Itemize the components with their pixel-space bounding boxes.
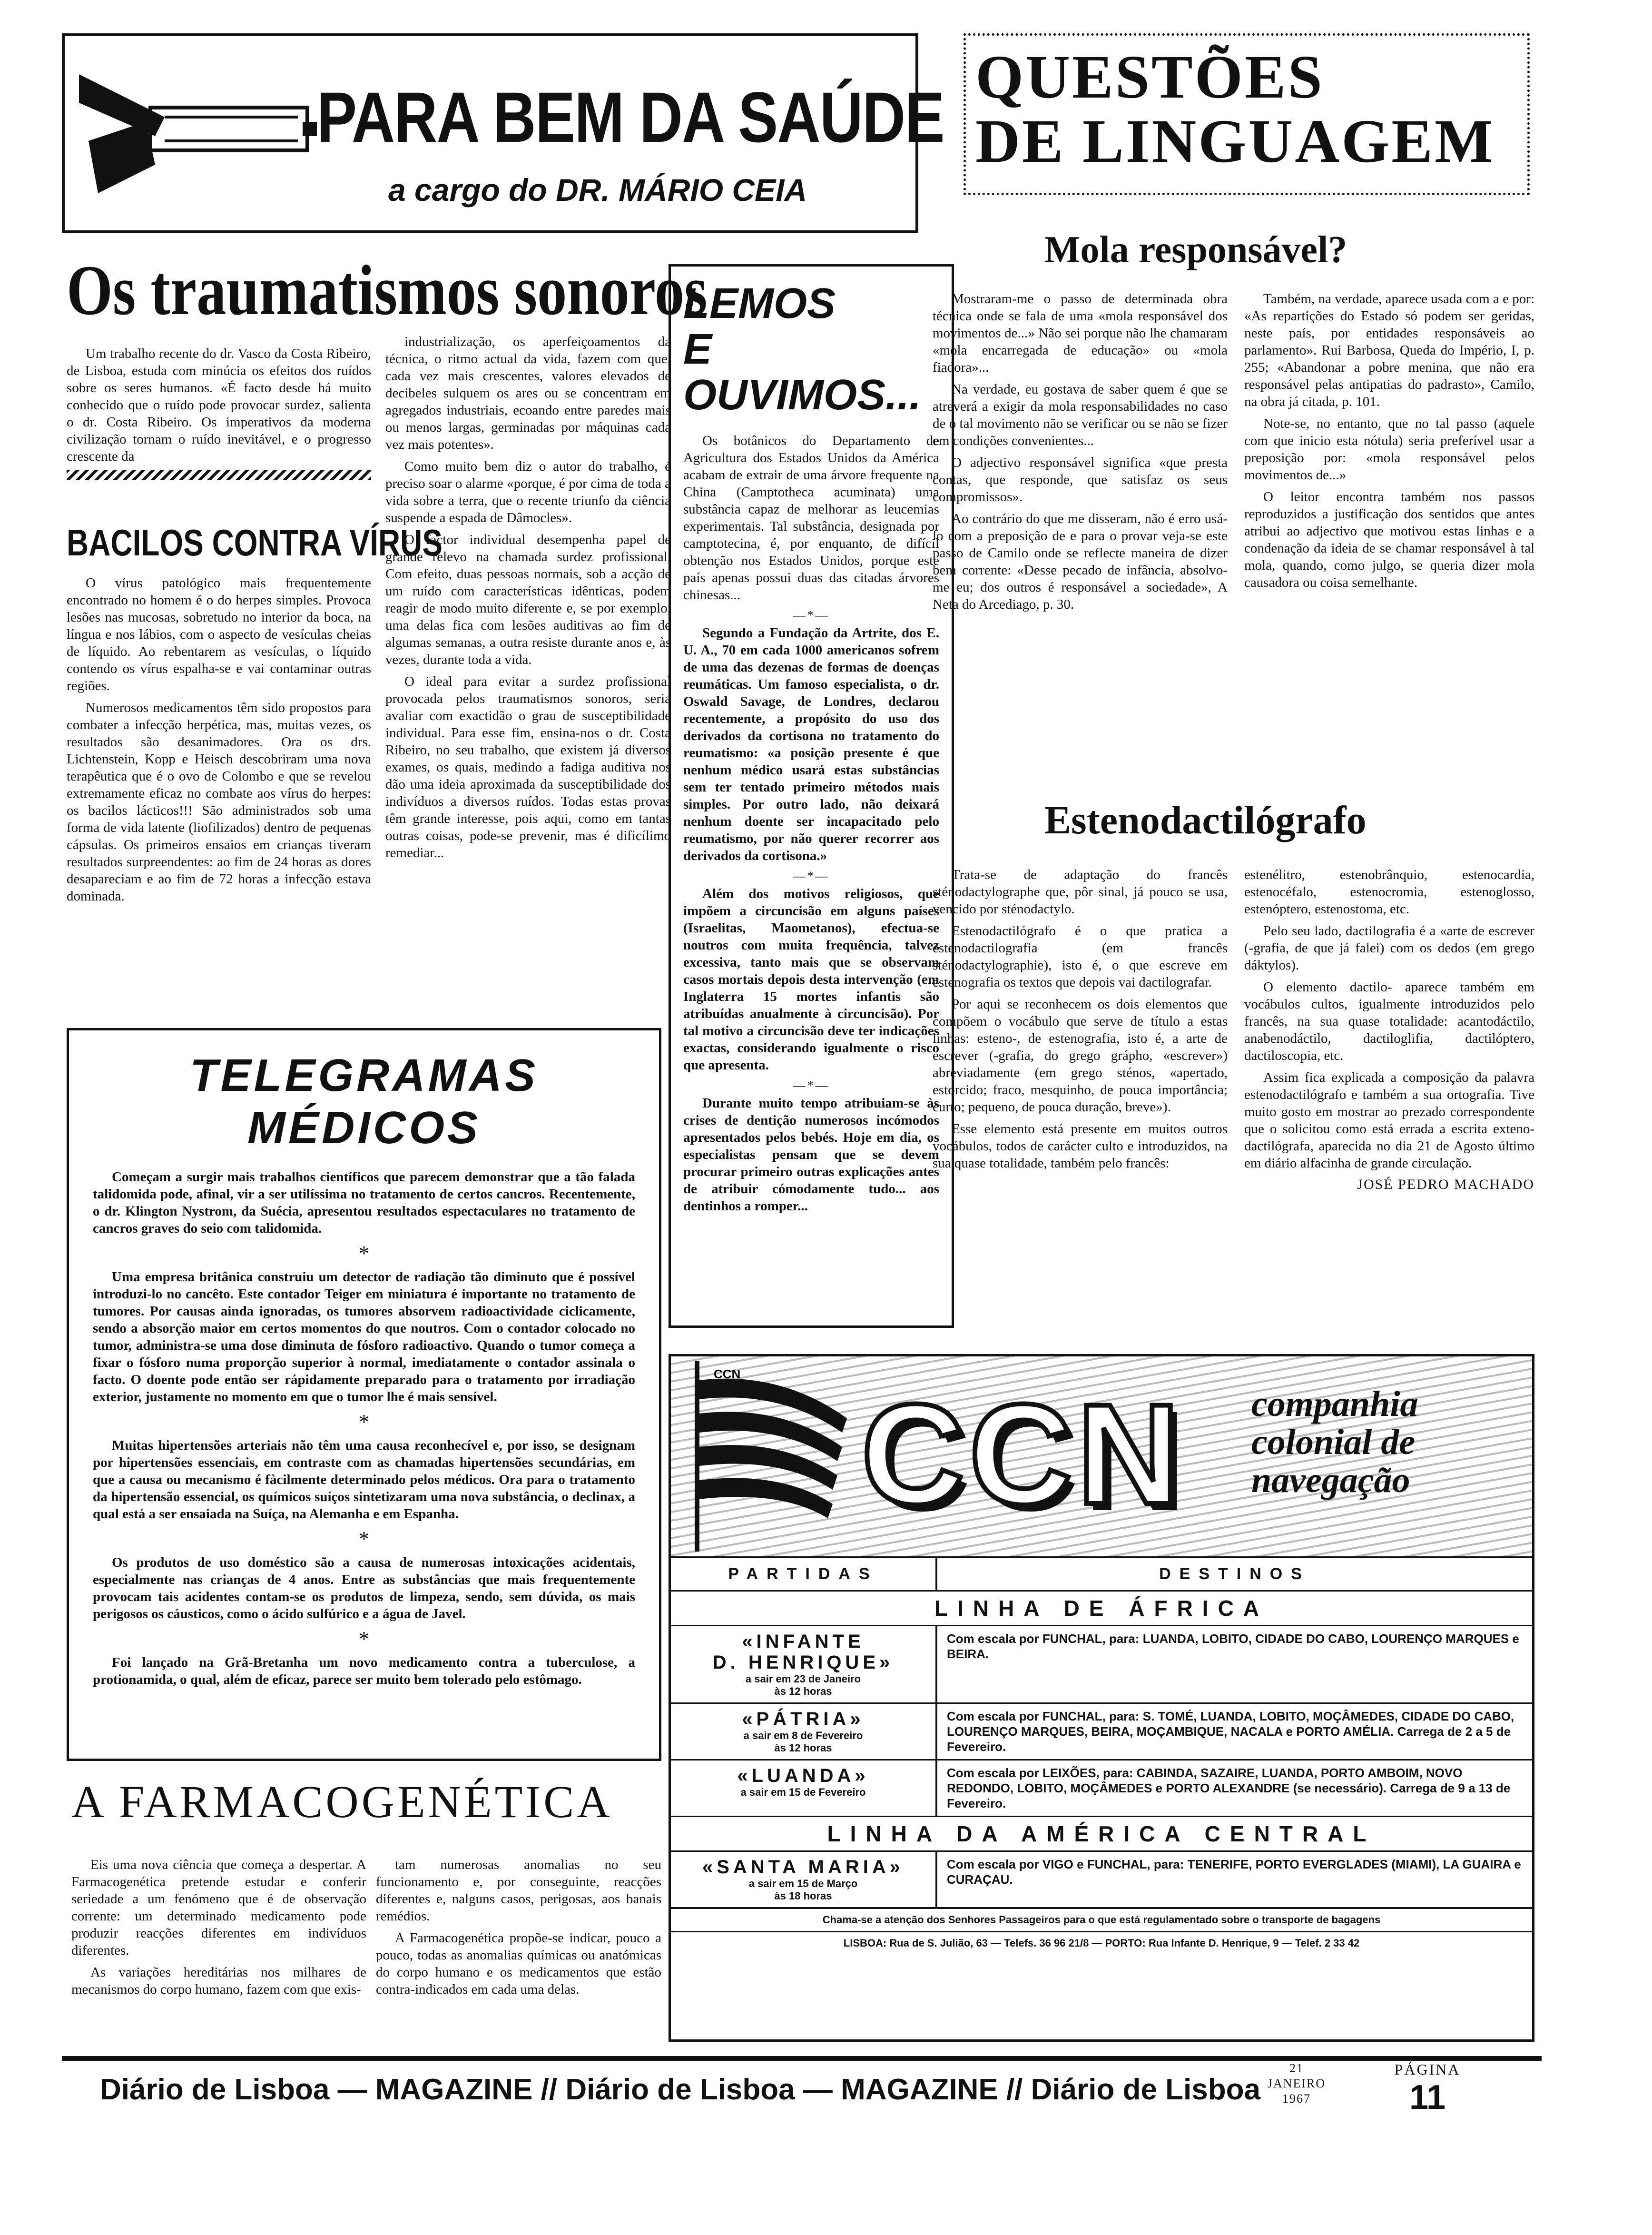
syringe-icon xyxy=(69,46,317,217)
footer-rule xyxy=(62,2056,1542,2061)
paragraph: O ideal para evitar a surdez profissional provocada pelos traumatismos sonoros, seria avaliar com exactidão o grau de susceptibilidade individual. Para esse fim, ensina-nos o dr. Costa Ribeiro, no seu trabalho, que existem já diversos exames, os quais, medindo a fadiga auditiva nos dão uma ideia aproximada da susceptibilidade dos indivíduos a diversos ruídos. Todas estas provas têm grande interesse, pois aqui, como em tantas outras coisas, pode-se prevenir, mas é dificílimo remediar... xyxy=(385,674,671,860)
ship-date: a sair em 15 de Fevereiro xyxy=(740,1786,866,1798)
questoes-header xyxy=(964,33,1530,195)
traumatismos-col2 xyxy=(385,333,671,866)
paragraph: Eis uma nova ciência que começa a despertar. A Farmacogenética pretende estudar e conferir seriedade a um fenómeno que é de observação corrente: um determinado medicamento pode produzir reacções diferentes em indivíduos diferentes. xyxy=(71,1857,366,1958)
paragraph: O elemento dactilo- aparece também em vocábulos cultos, igualmente introduzidos pelo francês, na sua quase totalidade: acantodáctilo, anabenodáctilo, dactiloglifia, dactilóptero, dactiloscopia, etc. xyxy=(1244,979,1534,1063)
health-title: PARA BEM DA SAÚDE xyxy=(317,77,944,157)
paragraph: Assim fica explicada a composição da palavra estenodactilógrafo e também a sua ortografia. Tive muito gosto em mostrar ao prezado correspondente que o solicitou como está errada a escrita exteno-dactilógrafa, aparecida no dia 21 de Agosto último em diário alfacinha de grande circulação. xyxy=(1244,1070,1534,1171)
paragraph: Na verdade, eu gostava de saber quem é que se atreverá a exigir da mola responsabilidades no caso de o tal movimento não se verificar ou se não se fizer em condições convenientes... xyxy=(933,382,1228,448)
esteno-col1 xyxy=(933,866,1228,1177)
ship-row xyxy=(671,1850,1532,1907)
ship-date: às 12 horas xyxy=(774,1685,832,1697)
linha-africa: LINHA DE ÁFRICA xyxy=(671,1590,1532,1625)
ship-name: D. HENRIQUE» xyxy=(712,1652,894,1673)
ship-destination: Com escala por FUNCHAL, para: S. TOMÉ, LUANDA, LOBITO, MOÇÂMEDES, CIDADE DO CABO, LOURENÇO MARQUES, BEIRA, MOÇAMBIQUE, NACALA e PORTO AMÉLIA. Carrega de 2 a 5 de Fevereiro. xyxy=(947,1709,1514,1754)
divider xyxy=(67,470,371,480)
paragraph: O leitor encontra também nos passos reproduzidos a justificação dos sentidos que antes atribui ao adjectivo que motivou estas linhas e a condenação da ideia de se chamar responsável à tal mola, quando, como julgo, se queria dizer mola causadora ou coisa semelhante. xyxy=(1244,489,1534,590)
lemos-title: LEMOS E OUVIMOS... xyxy=(683,280,922,419)
paragraph: Note-se, no entanto, que no tal passo (aquele com que inicio esta nótula) seria preferível usar a preposição por: «mola responsável pelos movimentos de...» xyxy=(1244,416,1534,483)
ccn-table xyxy=(671,1556,1532,1954)
ship-row xyxy=(671,1625,1532,1702)
paragraph: O vírus patológico mais frequentemente encontrado no homem é o do herpes simples. Provoca lesões nas mucosas, sobretudo no interior da boca, na língua e nos lábios, com o aspecto de vesículas cheias de líquido. Ao rebentarem as vesículas, o líquido contendo os vírus espalha-se e vai contaminar outras regiões. xyxy=(67,575,371,693)
paragraph: Uma empresa britânica construiu um detector de radiação tão diminuto que é possível introduzi-lo no cancêto. Este contador Teiger em miniatura é importante no tratamento de tumores. Por causas ainda ignoradas, os tumores absorvem radioactividade ciclicamente, sendo a absorção maior em certos momentos do que noutros. Com o contador colocado no tumor, administra-se uma dose diminuta de fósforo radioactivo. Quando o tumor começa a fixar o fósforo numa proporção superior à normal, imediatamente o contador assinala o facto. O doente pode então ser rápidamente preparado para o tratamento por irradiação exterior, justamente no momento em que o tumor lhe é mais sensível. xyxy=(93,1269,635,1404)
col-partidas: PARTIDAS xyxy=(671,1558,937,1590)
ship-row xyxy=(671,1759,1532,1816)
ccn-logo: CCN xyxy=(861,1374,1185,1534)
bacilos-title: BACILOS CONTRA VÍRUS xyxy=(67,522,443,564)
paragraph: Trata-se de adaptação do francês sténodactylographe que, pôr sinal, já pouco se usa, vencido por sténodactylo. xyxy=(933,867,1228,917)
questoes-title: QUESTÕES DE LINGUAGEM xyxy=(975,43,1495,176)
esteno-title: Estenodactilógrafo xyxy=(1044,798,1367,842)
ship-date: às 12 horas xyxy=(774,1742,832,1754)
paragraph: Pelo seu lado, dactilografia é a «arte de escrever (-grafia, de que já falei) com os dedos (em grego dáktylos). xyxy=(1244,923,1534,973)
paragraph: Por aqui se reconhecem os dois elementos que compõem o vocábulo que serve de título a estas linhas: esteno-, de estenografia, isto é, a arte de escrever (-grafia, do grego grápho, «escrever») abreviadamente (em grego sténos, «apertado, estorcido; fraco, mesquinho, de pouca importância; curto; pequeno, de pouca duração, breve»). xyxy=(933,997,1228,1115)
paragraph: Ao contrário do que me disseram, não é erro usá-lo com a preposição de e para o provar veja-se este passo de Camilo onde se reflecte maneira de dizer bem corrente: «Desse pecado de infância, absolvo-me eu; dos outros é responsável a sociedade», A Neta do Arcediago, p. 30. xyxy=(933,511,1228,612)
paragraph: industrialização, os aperfeiçoamentos da técnica, o ritmo actual da vida, fazem com que, cada vez mais crescentes, valores elevados de decibeles sulquem os ares ou se concentram em agregados industriais, ecoando entre paredes mais ou menos largas, germinadas por máquinas cada vez mais potentes». xyxy=(385,334,671,452)
star-separator: * xyxy=(359,1627,369,1651)
linha-america: LINHA DA AMÉRICA CENTRAL xyxy=(671,1816,1532,1850)
paragraph: Os botânicos do Departamento de Agricultura dos Estados Unidos da América acabam de extrair de uma árvore frequente na China (Camptotheca acuminata) uma substância capaz de melhorar as leucemias experimentais. Tal substância, designada por camptotecina, é, por enquanto, de difícil obtenção nos Estados Unidos, porque este país apenas possui duas das citadas árvores chinesas... xyxy=(683,433,939,603)
paragraph: Também, na verdade, aparece usada com a e por: «As repartições do Estado só podem ser geridas, neste país, por entidades responsáveis ao parlamento». Rui Barbosa, Queda do Império, I, p. 255; «Abandonar a pobre menina, que não era responsável pelas antipatias do padrasto», Camilo, na obra já citada, p. 101. xyxy=(1244,291,1534,409)
paragraph: As variações hereditárias nos milhares de mecanismos do corpo humano, fazem com que exis- xyxy=(71,1965,366,1997)
ccn-ad xyxy=(669,1354,1534,2042)
ship-name: «SANTA MARIA» xyxy=(702,1857,905,1878)
traumatismos-title: Os traumatismos sonoros xyxy=(67,251,708,330)
esteno-col2 xyxy=(1244,866,1534,1193)
ship-name: «PÁTRIA» xyxy=(742,1709,865,1730)
paragraph: Além dos motivos religiosos, que impõem a circuncisão em alguns países (Israelitas, Maometanos), efectua-se noutros com muita frequência, talvez excessiva, tanto mais que se observam casos mortais depois desta intervenção (em Inglaterra 15 mortes infantis são atribuídas anualmente à circuncisão). Por tal motivo a circuncisão deve ter indicações exactas, considerando igualmente o risco que apresenta. xyxy=(683,886,939,1073)
ship-date: às 18 horas xyxy=(774,1890,832,1902)
traumatismos-col1 xyxy=(67,345,371,480)
telegramas-title: TELEGRAMAS MÉDICOS xyxy=(190,1050,538,1153)
paragraph: tam numerosas anomalias no seu funcionamento e, por conseguinte, reacções diferentes e, nalguns casos, perigosas, aos banais remédios. xyxy=(376,1857,661,1924)
farmaco-title: A FARMACOGENÉTICA xyxy=(71,1776,613,1827)
ship-destination: Com escala por VIGO e FUNCHAL, para: TENERIFE, PORTO EVERGLADES (MIAMI), LA GUAIRA e CURAÇAU. xyxy=(947,1857,1521,1887)
footer-page xyxy=(1380,2061,1475,2116)
star-separator: * xyxy=(359,1242,369,1265)
ship-date: a sair em 23 de Janeiro xyxy=(745,1673,861,1685)
ship-destination: Com escala por FUNCHAL, para: LUANDA, LOBITO, CIDADE DO CABO, LOURENÇO MARQUES e BEIRA. xyxy=(947,1632,1519,1661)
paragraph: estenélitro, estenobrânquio, estenocardia, estenocéfalo, estenocromia, estenoglosso, estenóptero, estenostoma, etc. xyxy=(1244,867,1534,917)
paragraph: Numerosos medicamentos têm sido propostos para combater a infecção herpética, mas, muitas vezes, os resultados são desanimadores. Ora os drs. Lichtenstein, Kopp e Heisch descobriram uma nova terapêutica que é o ovo de Colombo e que se revelou extremamente eficaz no combate aos vírus do herpes: os bacilos lácticos!!! São administrados sob uma forma de vida latente (liofilizados) dentro de pequenas cápsulas. Os primeiros ensaios em crianças tiveram resultados surpreendentes: ao fim de 24 horas as dores desapareciam e ao fim de 72 horas a infecção estava dominada. xyxy=(67,700,371,904)
separator: —*— xyxy=(793,608,830,622)
separator: —*— xyxy=(793,869,830,883)
paragraph: Foi lançado na Grã-Bretanha um novo medicamento contra a tuberculose, a protionamida, o qual, além de eficaz, parece ser muito bem tolerado pelo estômago. xyxy=(93,1655,635,1687)
ship-name: «INFANTE xyxy=(742,1631,865,1652)
separator: —*— xyxy=(793,1078,830,1092)
mola-title: Mola responsável? xyxy=(1044,229,1347,271)
telegramas-box xyxy=(67,1028,661,1761)
mola-col2 xyxy=(1244,290,1534,596)
farmaco-col2 xyxy=(376,1856,661,2003)
star-separator: * xyxy=(359,1527,369,1551)
paragraph: Um trabalho recente do dr. Vasco da Costa Ribeiro, de Lisboa, estuda com minúcia os efeitos dos ruídos sobre os seres humanos. «É facto desde há muito conhecido que o ruído pode provocar surdez, salienta o dr. Costa Ribeiro. Os imperativos da moderna civilização tornam o ruído inevitável, e o progresso crescente da xyxy=(67,346,371,464)
mola-col1 xyxy=(933,290,1228,618)
page-number: 11 xyxy=(1409,2078,1446,2116)
paragraph: Os produtos de uso doméstico são a causa de numerosas intoxicações acidentais, especialmente nas crianças de 4 anos. Entre as substâncias que mais frequentemente provocam tais acidentes contam-se os produtos de limpeza, sendo, sem dúvida, os mais perigosos os cáusticos, como o ácido sulfúrico e a água de Javel. xyxy=(93,1555,635,1622)
page-label: PÁGINA xyxy=(1394,2061,1461,2078)
farmaco-col1 xyxy=(71,1856,366,2003)
paragraph: O adjectivo responsável significa «que presta contas, que responde, que satisfaz os seus compromissos». xyxy=(933,455,1228,504)
author: JOSÉ PEDRO MACHADO xyxy=(1357,1177,1534,1192)
ship-row xyxy=(671,1702,1532,1759)
paragraph: Mostraram-me o passo de determinada obra técnica onde se fala de uma «mola responsável dos movimentos de...» Não sei porque não lhe chamaram «mola encarregada de educação» ou «mola fiadora»... xyxy=(933,291,1228,375)
health-header xyxy=(62,33,944,233)
health-byline: a cargo do DR. MÁRIO CEIA xyxy=(388,172,807,208)
paragraph: A Farmacogenética propõe-se indicar, pouco a pouco, todas as anomalias químicas ou anatómicas do corpo humano e os medicamentos que estão contra-indicados em cada uma delas. xyxy=(376,1930,661,1997)
lemos-box xyxy=(669,264,954,1328)
paragraph: Muitas hipertensões arteriais não têm uma causa reconhecível e, por isso, se designam por hipertensões essenciais, em contraste com as chamadas hipertensões secundárias, em que a causa ou mecanismo é fàcilmente determinado pelos médicos. Ora para o tratamento da hipertensão essencial, os químicos suíços sintetizaram uma nova substância, o declinax, a qual está a ser ensaiada na Suíça, na Alemanha e em Espanha. xyxy=(93,1438,635,1522)
footer-date: 21 JANEIRO 1967 xyxy=(1267,2061,1326,2106)
paragraph: O factor individual desempenha papel de grande relevo na chamada surdez profissional. Com efeito, duas pessoas normais, sob a acção de um ruído com características idênticas, podem reagir de modo muito diferente e, se por exemplo, uma delas fica com lesões auditivas ao fim de algumas semanas, a outra resiste durante anos e, às vezes, durante toda a vida. xyxy=(385,532,671,667)
paragraph: Segundo a Fundação da Artrite, dos E. U. A., 70 em cada 1000 americanos sofrem de uma das dezenas de formas de doenças reumáticas. Um famoso especialista, o dr. Oswald Savage, de Londres, declarou recentemente, a propósito do uso dos derivados da cortisona no tratamento do reumatismo: «a posição presente é que nenhum médico usará estas substâncias sem ter tentado primeiro métodos mais simples. Por outro lado, não deixará nenhum doente ser incapacitado pelo reumatismo, por não querer recorrer aos derivados da cortisona.» xyxy=(683,625,939,863)
ccn-logo-area xyxy=(671,1356,1532,1556)
ship-flag-icon xyxy=(685,1361,856,1552)
ship-date: a sair em 15 de Março xyxy=(748,1878,858,1889)
footer-masthead: Diário de Lisboa — MAGAZINE // Diário de Lisboa — MAGAZINE // Diário de Lisboa xyxy=(100,2073,1260,2106)
flag-label: CCN xyxy=(714,1367,741,1381)
col-destinos: DESTINOS xyxy=(1159,1565,1310,1583)
star-separator: * xyxy=(359,1410,369,1434)
ccn-address: LISBOA: Rua de S. Julião, 63 — Telefs. 36 96 21/8 — PORTO: Rua Infante D. Henrique, 9 — Telef. 2 33 42 xyxy=(671,1931,1532,1954)
paragraph: Como muito bem diz o autor do trabalho, é preciso soar o alarme «porque, é por cima de toda a vida sobre a terra, que o recente triunfo da ciência suspende a espada de Dâmocles». xyxy=(385,459,671,525)
ccn-company-name: companhia colonial de navegação xyxy=(1251,1384,1418,1500)
paragraph: Começam a surgir mais trabalhos científicos que parecem demonstrar que a tão falada talidomida pode, afinal, vir a ser utilíssima no tratamento de certos cancros. Recentemente, o dr. Klington Nystrom, da Suécia, apresentou resultados espectaculares no tratamento de cancros graves do seio com talidomida. xyxy=(93,1169,635,1236)
ship-date: a sair em 8 de Fevereiro xyxy=(743,1730,863,1741)
ship-destination: Com escala por LEIXÕES, para: CABINDA, SAZAIRE, LUANDA, PORTO AMBOIM, NOVO REDONDO, LOBITO, MOÇÂMEDES e PORTO ALEXANDRE (se necessário). Carrega de 9 a 13 de Fevereiro. xyxy=(947,1766,1511,1810)
paragraph: Estenodactilógrafo é o que pratica a estenodactilografia (em francês sténodactylographie), isto é, o que escreve em estenografia os textos que depois vai dactilografar. xyxy=(933,923,1228,990)
paragraph: Durante muito tempo atribuiam-se às crises de dentição numerosos incómodos apresentados pelos bebés. Hoje em dia, os especialistas pensam que se devem procurar primeiro outras explicações antes de atribuir cómodamente tudo... aos dentinhos a romper... xyxy=(683,1096,939,1214)
ccn-notice: Chama-se a atenção dos Senhores Passageiros para o que está regulamentado sobre o transporte de bagagens xyxy=(671,1907,1532,1931)
paragraph: Esse elemento está presente em muitos outros vocábulos, todos de carácter culto e introduzidos, na sua quase totalidade, também pelo francês: xyxy=(933,1121,1228,1171)
ship-name: «LUANDA» xyxy=(737,1765,869,1786)
bacilos-section xyxy=(67,521,443,910)
